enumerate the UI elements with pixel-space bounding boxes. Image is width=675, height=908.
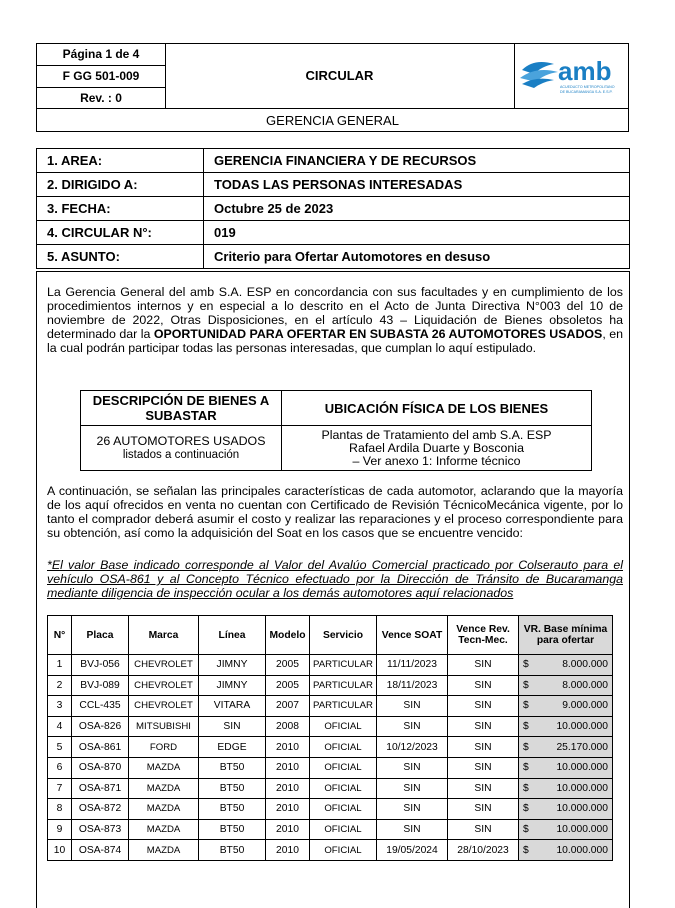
circular-info-table	[36, 148, 630, 269]
base-value: 10.000.000	[556, 803, 608, 815]
table-cell	[519, 716, 613, 737]
currency-symbol: $	[523, 679, 529, 691]
column-header: N°	[48, 616, 72, 655]
table-cell: OSA-826	[72, 716, 129, 737]
table-cell: 5	[48, 737, 72, 758]
table-row	[48, 737, 613, 758]
currency-symbol: $	[523, 782, 529, 794]
bienes-header-location: UBICACIÓN FÍSICA DE LOS BIENES	[282, 391, 592, 426]
vehicles-table	[47, 615, 613, 861]
table-cell: 10/12/2023	[377, 737, 448, 758]
info-value: Criterio para Ofertar Automotores en desuso	[204, 245, 630, 269]
bienes-description	[81, 426, 282, 471]
table-cell: OFICIAL	[310, 757, 377, 778]
table-cell	[519, 675, 613, 696]
table-cell: OSA-871	[72, 778, 129, 799]
table-cell: OFICIAL	[310, 716, 377, 737]
table-cell: OFICIAL	[310, 799, 377, 820]
table-cell	[519, 737, 613, 758]
department-title: GERENCIA GENERAL	[37, 108, 628, 132]
table-cell: 2010	[266, 737, 310, 758]
bienes-note: listados a continuación	[122, 448, 240, 461]
table-cell: OFICIAL	[310, 778, 377, 799]
table-cell: 1	[48, 655, 72, 676]
table-cell: 2005	[266, 675, 310, 696]
svg-text:DE BUCARAMANGA S.A. E.S.P.: DE BUCARAMANGA S.A. E.S.P.	[560, 90, 613, 94]
table-cell: JIMNY	[199, 675, 266, 696]
table-row	[48, 840, 613, 861]
table-cell: OFICIAL	[310, 737, 377, 758]
info-value: 019	[204, 221, 630, 245]
table-row	[48, 696, 613, 717]
amb-logo	[514, 44, 628, 108]
info-label: 4. CIRCULAR N°:	[37, 221, 204, 245]
table-cell: VITARA	[199, 696, 266, 717]
table-cell: SIN	[448, 757, 519, 778]
table-cell: SIN	[448, 675, 519, 696]
table-cell: 28/10/2023	[448, 840, 519, 861]
info-label: 1. AREA:	[37, 149, 204, 173]
base-value: 10.000.000	[556, 762, 608, 774]
table-cell: 9	[48, 819, 72, 840]
info-value: Octubre 25 de 2023	[204, 197, 630, 221]
table-cell: 2010	[266, 799, 310, 820]
table-cell: BT50	[199, 778, 266, 799]
water-wave-icon	[514, 44, 628, 108]
table-row	[48, 655, 613, 676]
info-row	[37, 149, 630, 173]
table-row	[48, 778, 613, 799]
base-value: 25.170.000	[556, 741, 608, 753]
column-header: Modelo	[266, 616, 310, 655]
table-cell: SIN	[377, 716, 448, 737]
table-cell: 2010	[266, 778, 310, 799]
intro-text: La Gerencia General del amb S.A. ESP en concordancia con sus facultades y en cumplimiento de los procedimientos internos y en especial a lo descrito en el Acto de Junta Directiva N°003 del 10 de noviembre de 2022, Otras Disposiciones, en el artículo 43 – Liquidación de Bienes obsoletos ha determinado dar la	[47, 285, 623, 341]
table-cell: BT50	[199, 840, 266, 861]
column-header: Línea	[199, 616, 266, 655]
table-cell	[519, 696, 613, 717]
bienes-count: 26 AUTOMOTORES USADOS	[96, 433, 266, 448]
svg-text:ACUEDUCTO METROPOLITANO: ACUEDUCTO METROPOLITANO	[560, 85, 615, 89]
intro-bold-text: OPORTUNIDAD PARA OFERTAR EN SUBASTA 26 AUTOMOTORES USADOS	[153, 327, 603, 341]
table-cell: SIN	[377, 799, 448, 820]
table-cell: CHEVROLET	[129, 675, 199, 696]
table-cell: 10	[48, 840, 72, 861]
table-row	[48, 716, 613, 737]
table-cell: SIN	[199, 716, 266, 737]
table-cell: 2010	[266, 840, 310, 861]
table-cell: JIMNY	[199, 655, 266, 676]
table-cell: OFICIAL	[310, 840, 377, 861]
info-row	[37, 173, 630, 197]
table-cell: 11/11/2023	[377, 655, 448, 676]
column-header: Marca	[129, 616, 199, 655]
characteristics-paragraph: A continuación, se señalan las principales características de cada automotor, aclarando que la mayoría de los aquí ofrecidos en venta no cuentan con Certificado de Revisión TécnicoMecánica vigente, por lo tanto el comprador deberá asumir el costo y realizar las reparaciones y el proceso correspondiente para su obtención, así como la adquisición del Soat en los casos que se encuentre vencido:	[47, 484, 623, 540]
column-header: Vence Rev. Tecn-Mec.	[448, 616, 519, 655]
table-cell: MAZDA	[129, 778, 199, 799]
location-line-2: Rafael Ardila Duarte y Bosconia	[349, 440, 524, 455]
table-cell: 3	[48, 696, 72, 717]
table-cell	[519, 819, 613, 840]
table-cell: 2010	[266, 757, 310, 778]
currency-symbol: $	[523, 700, 529, 712]
table-cell: 4	[48, 716, 72, 737]
doc-meta	[37, 44, 166, 108]
table-cell: CCL-435	[72, 696, 129, 717]
table-cell: PARTICULAR	[310, 655, 377, 676]
column-header: Vence SOAT	[377, 616, 448, 655]
column-header: Servicio	[310, 616, 377, 655]
table-cell: OFICIAL	[310, 819, 377, 840]
table-cell: SIN	[448, 799, 519, 820]
table-cell: OSA-874	[72, 840, 129, 861]
table-cell: SIN	[377, 778, 448, 799]
table-cell: MAZDA	[129, 819, 199, 840]
table-cell: 8	[48, 799, 72, 820]
table-cell: OSA-873	[72, 819, 129, 840]
table-cell	[519, 757, 613, 778]
base-value: 10.000.000	[556, 782, 608, 794]
table-cell: 6	[48, 757, 72, 778]
table-cell: SIN	[448, 655, 519, 676]
table-cell: SIN	[448, 819, 519, 840]
table-row	[48, 675, 613, 696]
table-cell: FORD	[129, 737, 199, 758]
info-row	[37, 221, 630, 245]
currency-symbol: $	[523, 721, 529, 733]
bienes-table	[80, 390, 592, 471]
table-cell: OSA-872	[72, 799, 129, 820]
table-cell: SIN	[448, 778, 519, 799]
table-cell: 2	[48, 675, 72, 696]
table-cell: SIN	[377, 757, 448, 778]
document-header	[36, 43, 629, 132]
table-cell: 2005	[266, 655, 310, 676]
table-cell	[519, 840, 613, 861]
table-cell	[519, 655, 613, 676]
table-cell: MAZDA	[129, 840, 199, 861]
intro-paragraph	[47, 285, 623, 355]
base-value: 9.000.000	[562, 700, 608, 712]
info-value: TODAS LAS PERSONAS INTERESADAS	[204, 173, 630, 197]
base-value: 10.000.000	[556, 824, 608, 836]
table-cell: MAZDA	[129, 799, 199, 820]
info-row	[37, 197, 630, 221]
doc-code: F GG 501-009	[37, 66, 165, 88]
table-cell: SIN	[448, 696, 519, 717]
table-cell: BVJ-089	[72, 675, 129, 696]
table-cell: OSA-861	[72, 737, 129, 758]
table-cell: CHEVROLET	[129, 696, 199, 717]
info-row	[37, 245, 630, 269]
table-cell: 19/05/2024	[377, 840, 448, 861]
base-value: 10.000.000	[556, 721, 608, 733]
base-value: 8.000.000	[562, 679, 608, 691]
table-row	[48, 757, 613, 778]
table-cell: MITSUBISHI	[129, 716, 199, 737]
table-cell: 2010	[266, 819, 310, 840]
info-label: 3. FECHA:	[37, 197, 204, 221]
base-value-note: *El valor Base indicado corresponde al Valor del Avalúo Comercial practicado por Colserauto para el vehículo OSA-861 y al Concepto Técnico efectuado por la Dirección de Tránsito de Bucaramanga mediante diligencia de inspección ocular a los demás automotores aquí relacionados	[47, 558, 623, 600]
table-cell: PARTICULAR	[310, 675, 377, 696]
table-cell: BT50	[199, 819, 266, 840]
doc-type: CIRCULAR	[165, 44, 515, 108]
table-cell: 2007	[266, 696, 310, 717]
bienes-location	[282, 426, 592, 471]
base-value: 8.000.000	[562, 659, 608, 671]
table-row	[48, 799, 613, 820]
currency-symbol: $	[523, 659, 529, 671]
table-cell: BT50	[199, 799, 266, 820]
table-cell: MAZDA	[129, 757, 199, 778]
table-cell: 7	[48, 778, 72, 799]
table-cell: BT50	[199, 757, 266, 778]
table-cell	[519, 799, 613, 820]
table-cell: EDGE	[199, 737, 266, 758]
location-line-3: – Ver anexo 1: Informe técnico	[352, 453, 521, 468]
logo-wordmark: amb	[558, 56, 612, 86]
currency-symbol: $	[523, 824, 529, 836]
currency-symbol: $	[523, 803, 529, 815]
table-cell: CHEVROLET	[129, 655, 199, 676]
info-label: 2. DIRIGIDO A:	[37, 173, 204, 197]
page-number: Página 1 de 4	[37, 44, 165, 66]
table-cell: 2008	[266, 716, 310, 737]
info-value: GERENCIA FINANCIERA Y DE RECURSOS	[204, 149, 630, 173]
currency-symbol: $	[523, 844, 529, 856]
table-cell: BVJ-056	[72, 655, 129, 676]
table-cell: SIN	[448, 716, 519, 737]
location-line-1: Plantas de Tratamiento del amb S.A. ESP	[321, 427, 552, 442]
table-cell: SIN	[377, 819, 448, 840]
table-cell: SIN	[377, 696, 448, 717]
bienes-header-description: DESCRIPCIÓN DE BIENES A SUBASTAR	[81, 391, 282, 426]
info-label: 5. ASUNTO:	[37, 245, 204, 269]
currency-symbol: $	[523, 741, 529, 753]
table-cell: OSA-870	[72, 757, 129, 778]
currency-symbol: $	[523, 762, 529, 774]
table-cell: 18/11/2023	[377, 675, 448, 696]
column-header: VR. Base mínima para ofertar	[519, 616, 613, 655]
intro-text-end: , en la cual podrán participar todas las personas interesadas, que cumplan lo aquí estipulado.	[47, 327, 623, 355]
doc-revision: Rev. : 0	[80, 91, 122, 105]
base-value: 10.000.000	[556, 844, 608, 856]
table-cell: SIN	[448, 737, 519, 758]
column-header: Placa	[72, 616, 129, 655]
table-row	[48, 819, 613, 840]
table-cell	[519, 778, 613, 799]
table-cell: PARTICULAR	[310, 696, 377, 717]
